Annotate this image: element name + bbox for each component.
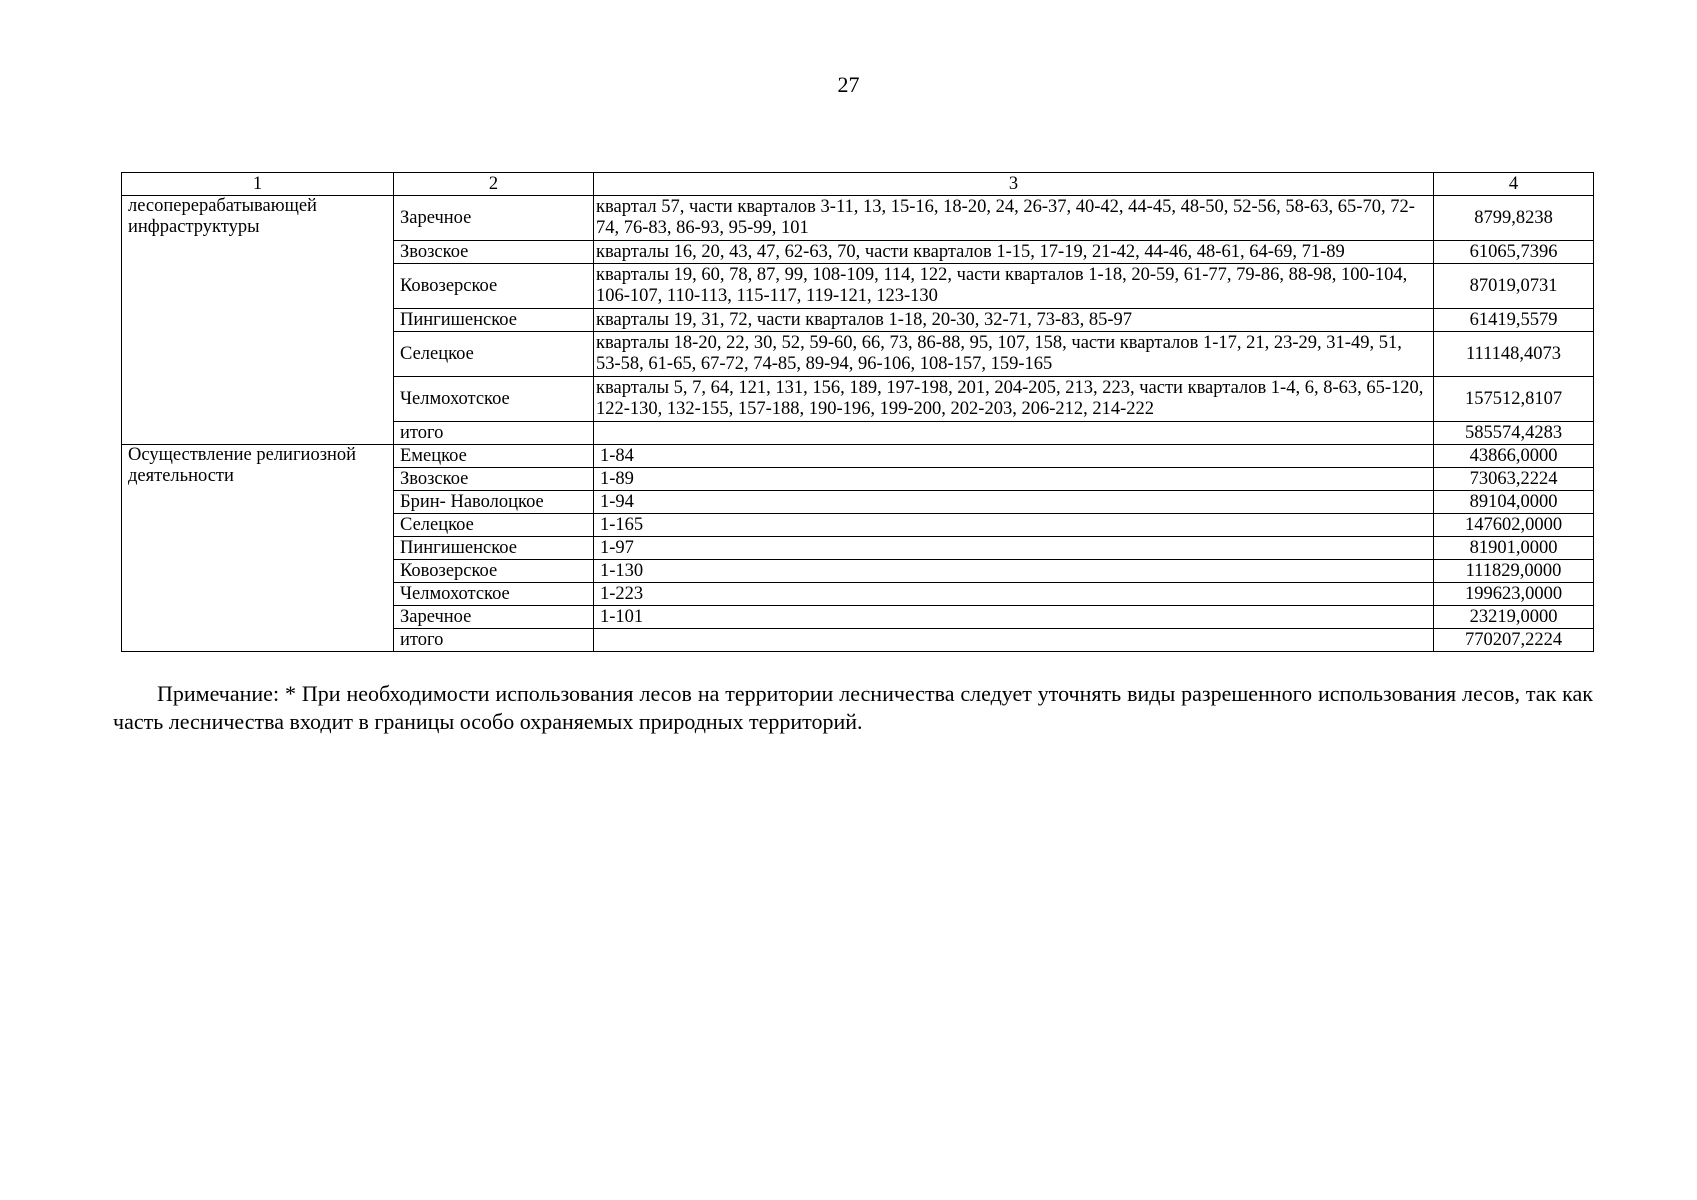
area-cell: 111148,4073	[1434, 332, 1594, 377]
column-number-header: 3	[594, 173, 1434, 196]
quarters-cell: 1-84	[594, 445, 1434, 468]
activity-cell: лесоперерабатывающей инфраструктуры	[122, 196, 394, 445]
district-cell: Звозское	[394, 241, 594, 264]
quarters-cell: 1-94	[594, 491, 1434, 514]
table-row	[122, 196, 1594, 241]
quarters-cell: квартал 57, части кварталов 3-11, 13, 15-16, 18-20, 24, 26-37, 40-42, 44-45, 48-50, 52-56, 58-63, 65-70, 72-74, 76-83, 86-93, 95-99, 101	[594, 196, 1434, 241]
district-cell: Ковозерское	[394, 560, 594, 583]
page-number: 27	[837, 72, 860, 97]
quarters-cell: 1-89	[594, 468, 1434, 491]
activity-cell: Осуществление религиозной деятельности	[122, 445, 394, 652]
quarters-cell: 1-101	[594, 606, 1434, 629]
quarters-cell: кварталы 5, 7, 64, 121, 131, 156, 189, 197-198, 201, 204-205, 213, 223, части кварталов 1-4, 6, 8-63, 65-120, 122-130, 132-155, 157-188, 190-196, 199-200, 202-203, 206-212, 214-222	[594, 377, 1434, 422]
area-cell: 61065,7396	[1434, 241, 1594, 264]
district-cell: Челмохотское	[394, 583, 594, 606]
quarters-cell: кварталы 19, 31, 72, части кварталов 1-18, 20-30, 32-71, 73-83, 85-97	[594, 309, 1434, 332]
area-cell: 199623,0000	[1434, 583, 1594, 606]
quarters-cell: кварталы 19, 60, 78, 87, 99, 108-109, 114, 122, части кварталов 1-18, 20-59, 61-77, 79-86, 88-98, 100-104, 106-107, 110-113, 115-117, 119-121, 123-130	[594, 264, 1434, 309]
table-row	[122, 445, 1594, 468]
district-cell: Емецкое	[394, 445, 594, 468]
quarters-cell: 1-223	[594, 583, 1434, 606]
total-label-cell: итого	[394, 629, 594, 652]
district-cell: Ковозерское	[394, 264, 594, 309]
area-cell: 81901,0000	[1434, 537, 1594, 560]
area-cell: 89104,0000	[1434, 491, 1594, 514]
quarters-cell: 1-130	[594, 560, 1434, 583]
total-area-cell: 770207,2224	[1434, 629, 1594, 652]
area-cell: 147602,0000	[1434, 514, 1594, 537]
area-cell: 61419,5579	[1434, 309, 1594, 332]
quarters-cell	[594, 422, 1434, 445]
quarters-cell: 1-165	[594, 514, 1434, 537]
footnote-note: Примечание: * При необходимости использования лесов на территории лесничества следует уточнять виды разрешенного использования лесов, так как часть лесничества входит в границы особо охраняемых природных территорий.	[113, 681, 1593, 734]
district-cell: Селецкое	[394, 332, 594, 377]
quarters-cell: 1-97	[594, 537, 1434, 560]
district-cell: Селецкое	[394, 514, 594, 537]
district-cell: Заречное	[394, 606, 594, 629]
column-number-header: 1	[122, 173, 394, 196]
district-cell: Пингишенское	[394, 537, 594, 560]
table-header-row	[122, 173, 1594, 196]
column-number-header: 2	[394, 173, 594, 196]
area-cell: 8799,8238	[1434, 196, 1594, 241]
district-cell: Пингишенское	[394, 309, 594, 332]
quarters-cell: кварталы 16, 20, 43, 47, 62-63, 70, части кварталов 1-15, 17-19, 21-42, 44-46, 48-61, 64-69, 71-89	[594, 241, 1434, 264]
column-number-header: 4	[1434, 173, 1594, 196]
quarters-cell: кварталы 18-20, 22, 30, 52, 59-60, 66, 73, 86-88, 95, 107, 158, части кварталов 1-17, 21, 23-29, 31-49, 51, 53-58, 61-65, 67-72, 74-85, 89-94, 96-106, 108-157, 159-165	[594, 332, 1434, 377]
forest-use-table	[121, 172, 1594, 652]
district-cell: Челмохотское	[394, 377, 594, 422]
total-area-cell: 585574,4283	[1434, 422, 1594, 445]
quarters-cell	[594, 629, 1434, 652]
total-label-cell: итого	[394, 422, 594, 445]
district-cell: Брин- Наволоцкое	[394, 491, 594, 514]
district-cell: Звозское	[394, 468, 594, 491]
district-cell: Заречное	[394, 196, 594, 241]
area-cell: 87019,0731	[1434, 264, 1594, 309]
area-cell: 73063,2224	[1434, 468, 1594, 491]
area-cell: 111829,0000	[1434, 560, 1594, 583]
area-cell: 43866,0000	[1434, 445, 1594, 468]
area-cell: 157512,8107	[1434, 377, 1594, 422]
area-cell: 23219,0000	[1434, 606, 1594, 629]
